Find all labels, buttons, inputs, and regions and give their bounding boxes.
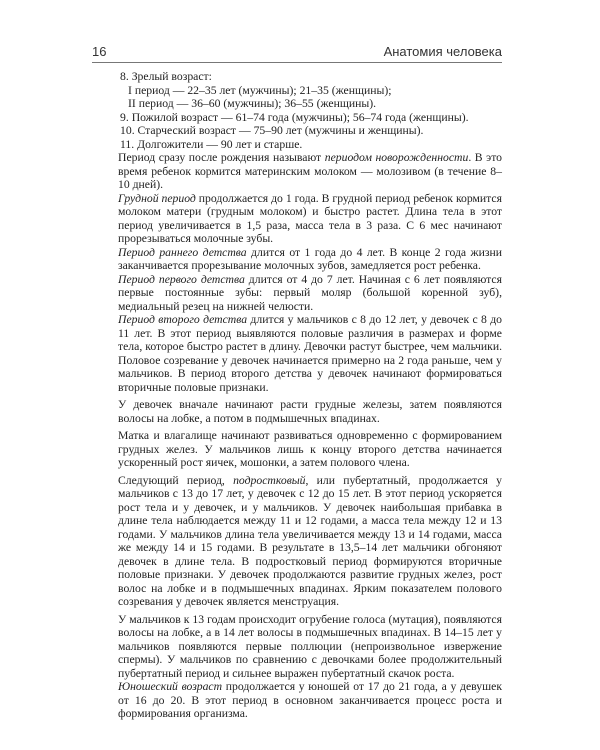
term: Грудной период bbox=[118, 191, 196, 205]
term: Период второго детства bbox=[118, 313, 248, 326]
list-item: I период — 22–35 лет (мужчины); 21–35 (женщины); bbox=[128, 83, 392, 97]
paragraph-newborn: Период сразу после рождения называют периодом новорожденности. В это время ребенок кормится материнским молоком — молозивом (в течение 8–10 дней). bbox=[118, 151, 502, 191]
header-rule bbox=[92, 62, 502, 63]
term: Период первого детства bbox=[118, 272, 245, 286]
paragraph-development: Матка и влагалище начинают развиваться одновременно с формированием грудных желез. У мальчиков лишь к концу второго детства начинается ускоренный рост яичек, мошонки, а затем полового члена. bbox=[118, 429, 502, 469]
term: Период раннего детства bbox=[118, 245, 247, 259]
paragraph-second-childhood: Период второго детства длится у мальчиков с 8 до 12 лет, у девочек с 8 до 11 лет. В этот период выявляются половые различия в размерах и форме тела, которое быстро растет в длину. Девочки растут быстрее, чем мальчики. Половое созревание у девочек начинается примерно на 2 года раньше, чем у мальчиков. В период второго детства у девочек начинают формироваться вторичные половые признаки. bbox=[118, 313, 503, 394]
paragraph-adolescence: Следующий период, подростковый, или пубертатный, продолжается у мальчиков с 13 до 17 лет, у девочек с 12 до 15 лет. В этот период ускоряется рост тела и у девочек, и у мальчиков. У девочек наибольшая прибавка в длине тела наблюдается между 11 и 12 годами, а масса тела между 12 и 13 годами. У мальчиков длина тела увеличивается между 13 и 14 годами, масса же между 14 и 15 годами. В результате в 13,5–14 лет мальчики обгоняют девочек в длине тела. В подростковый период формируются вторичные половые признаки. У девочек продолжаются развитие грудных желез, рост волос на лобке и в подмышечных впадинах. Ярким показателем полового созревания у девочек является менструация. bbox=[118, 473, 503, 608]
main-text bbox=[118, 70, 502, 721]
paragraph-boys: У мальчиков к 13 годам происходит огрубение голоса (мутация), появляются волосы на лобке, а в 14 лет волосы в подмышечных впадинах. В 14–15 лет у мальчиков появляются первые поллюции (непроизвольное извержение спермы). У мальчиков по сравнению с девочками более продолжительный пубертатный период и сильнее выражен пубертатный скачок роста. bbox=[118, 612, 502, 680]
paragraph-youth: Юношеский возраст продолжается у юношей от 17 до 21 года, а у девушек от 16 до 20. В этот период в основном заканчивается процесс роста и формирования организма. bbox=[118, 680, 502, 720]
term: подростковый bbox=[233, 473, 306, 487]
list-item: 9. Пожилой возраст — 61–74 года (мужчины); 56–74 года (женщины). bbox=[120, 110, 469, 124]
paragraph-early-childhood: Период раннего детства длится от 1 года до 4 лет. В конце 2 года жизни заканчивается прорезывание молочных зубов, замедляется рост ребенка. bbox=[118, 245, 502, 272]
paragraph-infancy: Грудной период продолжается до 1 года. В грудной период ребенок кормится молоком матери (грудным молоком) и быстро растет. Длина тела в этот период увеличивается в 1,5 раза, масса тела в 3 раза. С 6 мес начинают прорезываться молочные зубы. bbox=[118, 191, 502, 245]
running-header bbox=[92, 40, 502, 62]
list-item: II период — 36–60 (мужчины); 36–55 (женщины). bbox=[128, 97, 377, 110]
list-item: 10. Старческий возраст — 75–90 лет (мужчины и женщины). bbox=[120, 124, 424, 137]
paragraph-first-childhood: Период первого детства длится от 4 до 7 лет. Начиная с 6 лет появляются первые постоянные зубы: первый моляр (большой коренной зуб), медиальный резец на нижней челюсти. bbox=[118, 272, 502, 313]
term: периодом новорожденности bbox=[324, 151, 469, 164]
list-item: 11. Долгожители — 90 лет и старше. bbox=[120, 137, 303, 151]
list-item: 8. Зрелый возраст: bbox=[120, 70, 212, 83]
running-title: Анатомия человека bbox=[383, 44, 502, 59]
term: Юношеский возраст bbox=[118, 680, 223, 693]
page-number: 16 bbox=[92, 44, 107, 59]
paragraph-girls: У девочек вначале начинают расти грудные железы, затем появляются волосы на лобке, а потом в подмышечных впадинах. bbox=[118, 398, 502, 425]
